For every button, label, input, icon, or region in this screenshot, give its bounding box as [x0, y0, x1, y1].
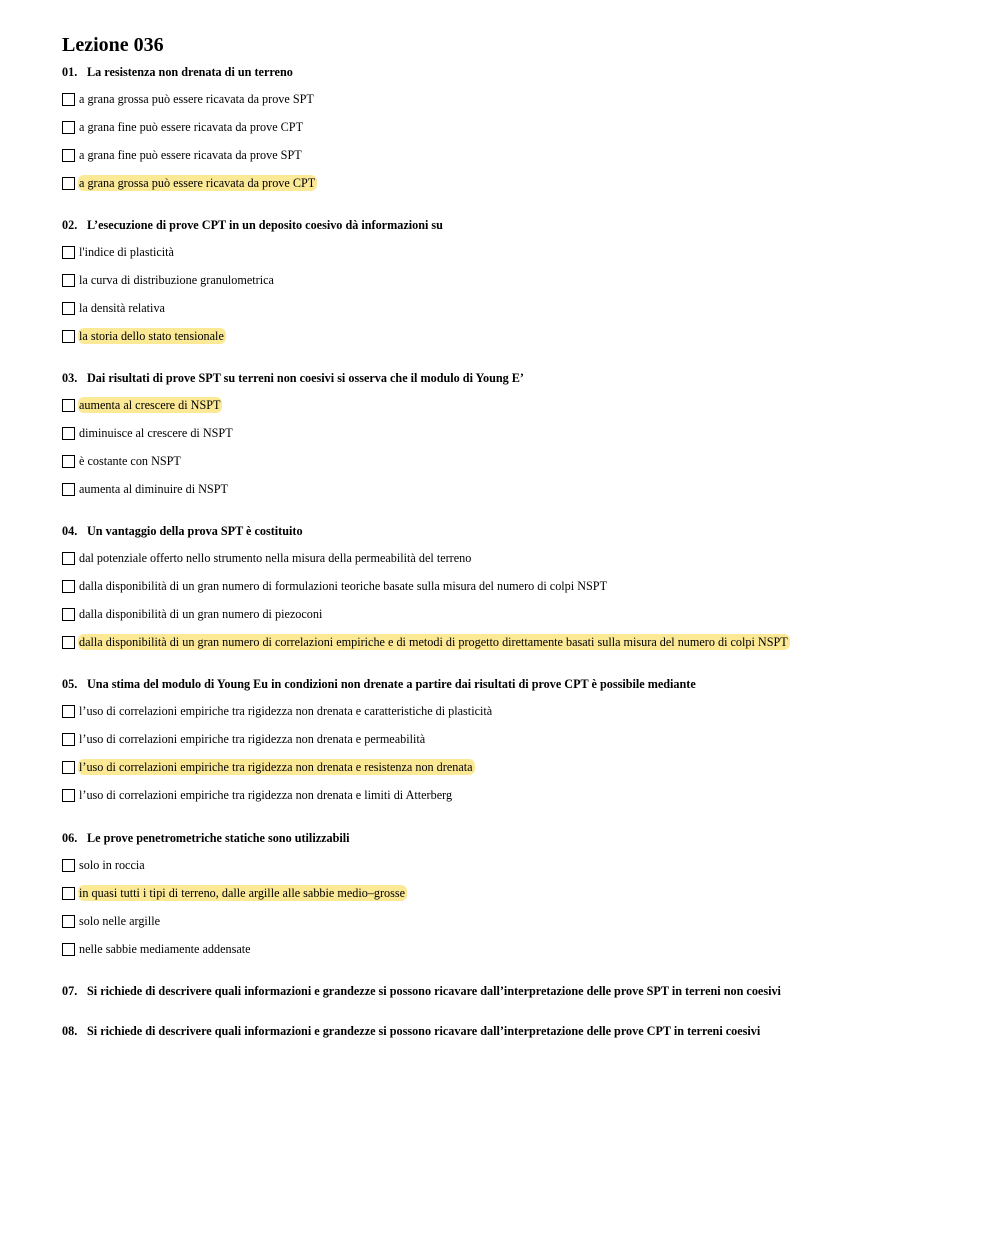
- answer-text-highlighted: aumenta al crescere di NSPT: [79, 398, 221, 412]
- answer-text: aumenta al diminuire di NSPT: [79, 482, 228, 496]
- question-text: Si richiede di descrivere quali informazioni e grandezze si possono ricavare dall’interpretazione delle prove CPT in terreni coesivi: [87, 1024, 761, 1038]
- answer-text-highlighted: la storia dello stato tensionale: [79, 329, 224, 343]
- question-3: [62, 371, 942, 497]
- answer-checkbox[interactable]: [62, 733, 75, 746]
- question-text: Si richiede di descrivere quali informazioni e grandezze si possono ricavare dall’interpretazione delle prove SPT in terreni non coesivi: [87, 984, 781, 998]
- answer-text: l'indice di plasticità: [79, 245, 174, 259]
- answer-option[interactable]: [62, 550, 942, 566]
- answer-checkbox[interactable]: [62, 93, 75, 106]
- answer-text: a grana fine può essere ricavata da prove SPT: [79, 148, 302, 162]
- answer-checkbox[interactable]: [62, 177, 75, 190]
- answer-checkbox[interactable]: [62, 943, 75, 956]
- question-6: [62, 831, 942, 957]
- answer-option[interactable]: [62, 857, 942, 873]
- answer-option[interactable]: [62, 731, 942, 747]
- answer-text: dalla disponibilità di un gran numero di formulazioni teoriche basate sulla misura del numero di colpi NSPT: [79, 579, 608, 593]
- answer-checkbox[interactable]: [62, 580, 75, 593]
- answer-text: la curva di distribuzione granulometrica: [79, 273, 274, 287]
- question-heading: [62, 1024, 942, 1038]
- question-list: [62, 65, 942, 1038]
- answer-option[interactable]: [62, 703, 942, 719]
- question-number: 01.: [62, 65, 78, 79]
- answer-option[interactable]: [62, 606, 942, 622]
- question-number: 06.: [62, 831, 78, 845]
- answer-option[interactable]: [62, 941, 942, 957]
- answer-text: solo in roccia: [79, 858, 145, 872]
- answer-option[interactable]: [62, 397, 942, 413]
- lesson-title: Lezione 036: [62, 34, 164, 56]
- answer-checkbox[interactable]: [62, 761, 75, 774]
- question-number: 08.: [62, 1024, 78, 1038]
- question-8: [62, 1024, 942, 1038]
- document-page: [62, 33, 942, 1038]
- answer-text: l’uso di correlazioni empiriche tra rigidezza non drenata e permeabilità: [79, 732, 426, 746]
- answer-option[interactable]: [62, 328, 942, 344]
- question-number: 05.: [62, 677, 78, 691]
- answer-checkbox[interactable]: [62, 274, 75, 287]
- question-7: [62, 984, 942, 998]
- answer-option[interactable]: [62, 147, 942, 163]
- question-heading: [62, 984, 942, 998]
- answer-checkbox[interactable]: [62, 608, 75, 621]
- question-text: Dai risultati di prove SPT su terreni non coesivi si osserva che il modulo di Young E’: [87, 371, 524, 385]
- answer-checkbox[interactable]: [62, 636, 75, 649]
- answer-text-highlighted: a grana grossa può essere ricavata da prove CPT: [79, 176, 316, 190]
- question-5: [62, 677, 942, 803]
- answer-checkbox[interactable]: [62, 483, 75, 496]
- question-number: 02.: [62, 218, 78, 232]
- answer-text: la densità relativa: [79, 301, 165, 315]
- question-text: L’esecuzione di prove CPT in un deposito coesivo dà informazioni su: [87, 218, 443, 232]
- answer-option[interactable]: [62, 759, 942, 775]
- answer-checkbox[interactable]: [62, 121, 75, 134]
- answer-text: diminuisce al crescere di NSPT: [79, 426, 233, 440]
- answer-text: a grana fine può essere ricavata da prove CPT: [79, 120, 304, 134]
- answer-checkbox[interactable]: [62, 705, 75, 718]
- answer-text: a grana grossa può essere ricavata da prove SPT: [79, 92, 314, 106]
- answer-checkbox[interactable]: [62, 915, 75, 928]
- question-number: 03.: [62, 371, 78, 385]
- question-number: 04.: [62, 524, 78, 538]
- answer-option[interactable]: [62, 913, 942, 929]
- question-text: Una stima del modulo di Young Eu in condizioni non drenate a partire dai risultati di prove CPT è possibile mediante: [87, 677, 696, 691]
- answer-checkbox[interactable]: [62, 427, 75, 440]
- question-1: [62, 65, 942, 191]
- answer-option[interactable]: [62, 119, 942, 135]
- answer-text: l’uso di correlazioni empiriche tra rigidezza non drenata e caratteristiche di plasticità: [79, 704, 493, 718]
- answer-text-highlighted: in quasi tutti i tipi di terreno, dalle argille alle sabbie medio–grosse: [79, 886, 406, 900]
- answer-text: dal potenziale offerto nello strumento nella misura della permeabilità del terreno: [79, 551, 472, 565]
- answer-checkbox[interactable]: [62, 455, 75, 468]
- answer-checkbox[interactable]: [62, 887, 75, 900]
- answer-option[interactable]: [62, 175, 942, 191]
- question-number: 07.: [62, 984, 78, 998]
- answer-option[interactable]: [62, 272, 942, 288]
- answer-option[interactable]: [62, 885, 942, 901]
- answer-option[interactable]: [62, 425, 942, 441]
- question-text: La resistenza non drenata di un terreno: [87, 65, 293, 79]
- question-heading: [62, 371, 942, 385]
- question-heading: [62, 218, 942, 232]
- answer-checkbox[interactable]: [62, 149, 75, 162]
- question-4: [62, 524, 942, 650]
- answer-checkbox[interactable]: [62, 789, 75, 802]
- answer-option[interactable]: [62, 453, 942, 469]
- answer-option[interactable]: [62, 578, 942, 594]
- answer-option[interactable]: [62, 244, 942, 260]
- answer-checkbox[interactable]: [62, 246, 75, 259]
- answer-checkbox[interactable]: [62, 859, 75, 872]
- answer-text: l’uso di correlazioni empiriche tra rigidezza non drenata e limiti di Atterberg: [79, 788, 453, 802]
- answer-text: solo nelle argille: [79, 914, 161, 928]
- question-heading: [62, 524, 942, 538]
- answer-text: dalla disponibilità di un gran numero di piezoconi: [79, 607, 323, 621]
- answer-checkbox[interactable]: [62, 330, 75, 343]
- question-heading: [62, 677, 942, 691]
- question-2: [62, 218, 942, 344]
- answer-option[interactable]: [62, 300, 942, 316]
- answer-option[interactable]: [62, 634, 942, 650]
- answer-checkbox[interactable]: [62, 399, 75, 412]
- question-heading: [62, 65, 942, 79]
- answer-checkbox[interactable]: [62, 552, 75, 565]
- answer-text: nelle sabbie mediamente addensate: [79, 942, 251, 956]
- question-text: Un vantaggio della prova SPT è costituito: [87, 524, 303, 538]
- answer-text: è costante con NSPT: [79, 454, 181, 468]
- answer-checkbox[interactable]: [62, 302, 75, 315]
- answer-option[interactable]: [62, 91, 942, 107]
- answer-option[interactable]: [62, 787, 942, 803]
- answer-text-highlighted: l’uso di correlazioni empiriche tra rigidezza non drenata e resistenza non drenata: [79, 760, 473, 774]
- answer-text-highlighted: dalla disponibilità di un gran numero di correlazioni empiriche e di metodi di progetto direttamente basati sulla misura del numero di colpi NSPT: [79, 635, 788, 649]
- question-text: Le prove penetrometriche statiche sono utilizzabili: [87, 831, 350, 845]
- question-heading: [62, 831, 942, 845]
- answer-option[interactable]: [62, 481, 942, 497]
